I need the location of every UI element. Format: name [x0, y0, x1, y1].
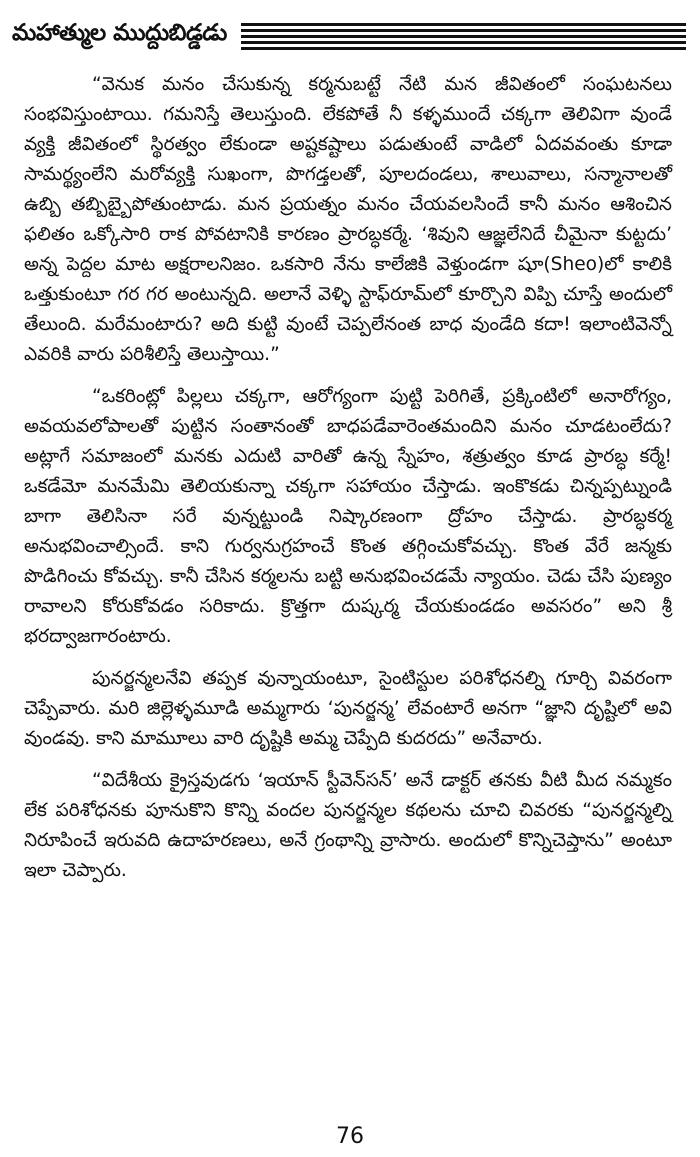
- page-body: [24, 70, 672, 898]
- header-rule: [241, 29, 686, 32]
- paragraph: పునర్జన్మలనేవి తప్పక వున్నాయంటూ, సైంటిస్టుల పరిశోధనల్ని గూర్చి వివరంగా చెప్పేవారు. మరి జిల్లెళ్ళమూడి అమ్మగారు ‘పునర్జన్మ’ లేవంటారే అనగా “జ్ఞాని దృష్టిలో అవి వుండవు. కాని మామూలు వారి దృష్టికి అమ్మ చెప్పేది కుదరదు” అనేవారు.: [24, 668, 672, 749]
- header-rule: [241, 35, 686, 38]
- book-title: మహాత్ముల ముద్దుబిడ్డడు: [12, 20, 227, 46]
- header-rule: [241, 23, 686, 26]
- header-rules: [241, 23, 686, 50]
- page-number: 76: [336, 1124, 364, 1149]
- paragraph: “వెనుక మనం చేసుకున్న కర్మనుబట్టే నేటి మన జీవితంలో సంఘటనలు సంభవిస్తుంటాయి. గమనిస్తే తెలుస్తుంది. లేకపోతే నీ కళ్ళముందే చక్కగా తెలివిగా వుండే వ్యక్తి జీవితంలో స్థిరత్వం లేకుండా అష్టకష్టాలు పడుతుంటే వాడిలో ఏదవవంతు కూడా సామర్థ్యంలేని మరోవ్యక్తి సుఖంగా, పొగడ్తలతో, పూలదండలు, శాలువాలు, సన్మానాలతో ఉబ్బి తబ్బిబ్బైపోతుంటాడు. మన ప్రయత్నం మనం చేయవలసిందే కానీ మనం ఆశించిన ఫలితం ఒక్కోసారి రాక పోవటానికి కారణం ప్రారబ్ధకర్మే. ‘శివుని ఆజ్ఞలేనిదే చీమైనా కుట్టదు’ అన్న పెద్దల మాట అక్షరాలనిజం. ఒకసారి నేను కాలేజికి వెళ్తుండగా షూ(Sheo)లో కాలికి ఒత్తుకుంటూ గర గర అంటున్నది. అలానే వెళ్ళి స్టాఫ్‌రూమ్‌లో కూర్చొని విప్పి చూస్తే అందులో తేలుంది. మరేమంటారు? అది కుట్టి వుంటే చెప్పలేనంత బాధ వుండేది కదా! ఇలాంటివెన్నో ఎవరికి వారు పరిశీలిస్తే తెలుస్తాయి.”: [24, 74, 672, 365]
- header-rule: [241, 47, 686, 50]
- header-rule: [241, 41, 686, 44]
- paragraph: “విదేశీయ క్రైస్తవుడగు ‘ఇయాన్ స్టీవెన్‌సన్’ అనే డాక్టర్ తనకు వీటి మీద నమ్మకం లేక పరిశోధనకు పూనుకొని కొన్ని వందల పునర్జన్మల కథలను చూచి చివరకు “పునర్జన్మల్ని నిరూపించే ఇరువది ఉదాహరణలు, అనే గ్రంథాన్ని వ్రాసారు. అందులో కొన్నిచెప్తాను” అంటూ ఇలా చెప్పారు.: [24, 770, 672, 881]
- running-header: [12, 16, 686, 56]
- paragraph: “ఒకరింట్లో పిల్లలు చక్కగా, ఆరోగ్యంగా పుట్టి పెరిగితే, ప్రక్కింటిలో అనారోగ్యం, అవయవలోపాలతో పుట్టిన సంతానంతో బాధపడేవారెంతమందిని మనం చూడటంలేదు? అట్లాగే సమాజంలో మనకు ఎదుటి వారితో ఉన్న స్నేహం, శత్రుత్వం కూడ ప్రారబ్ధ కర్మే! ఒకడేమో మనమేమి తెలియకున్నా చక్కగా సహాయం చేస్తాడు. ఇంకొకడు చిన్నప్పట్నుండి బాగా తెలిసినా సరే వున్నట్టుండి నిష్కారణంగా ద్రోహం చేస్తాడు. ప్రారబ్ధకర్మ అనుభవించాల్సిందే. కాని గుర్వనుగ్రహంచే కొంత తగ్గించుకోవచ్చు. కొంత వేరే జన్మకు పొడిగించు కోవచ్చు. కానీ చేసిన కర్మలను బట్టి అనుభవించడమే న్యాయం. చెడు చేసి పుణ్యం రావాలని కోరుకోవడం సరికాదు. క్రొత్తగా దుష్కర్మ చేయకుండడం అవసరం” అని శ్రీ భరద్వాజగారంటారు.: [24, 386, 672, 647]
